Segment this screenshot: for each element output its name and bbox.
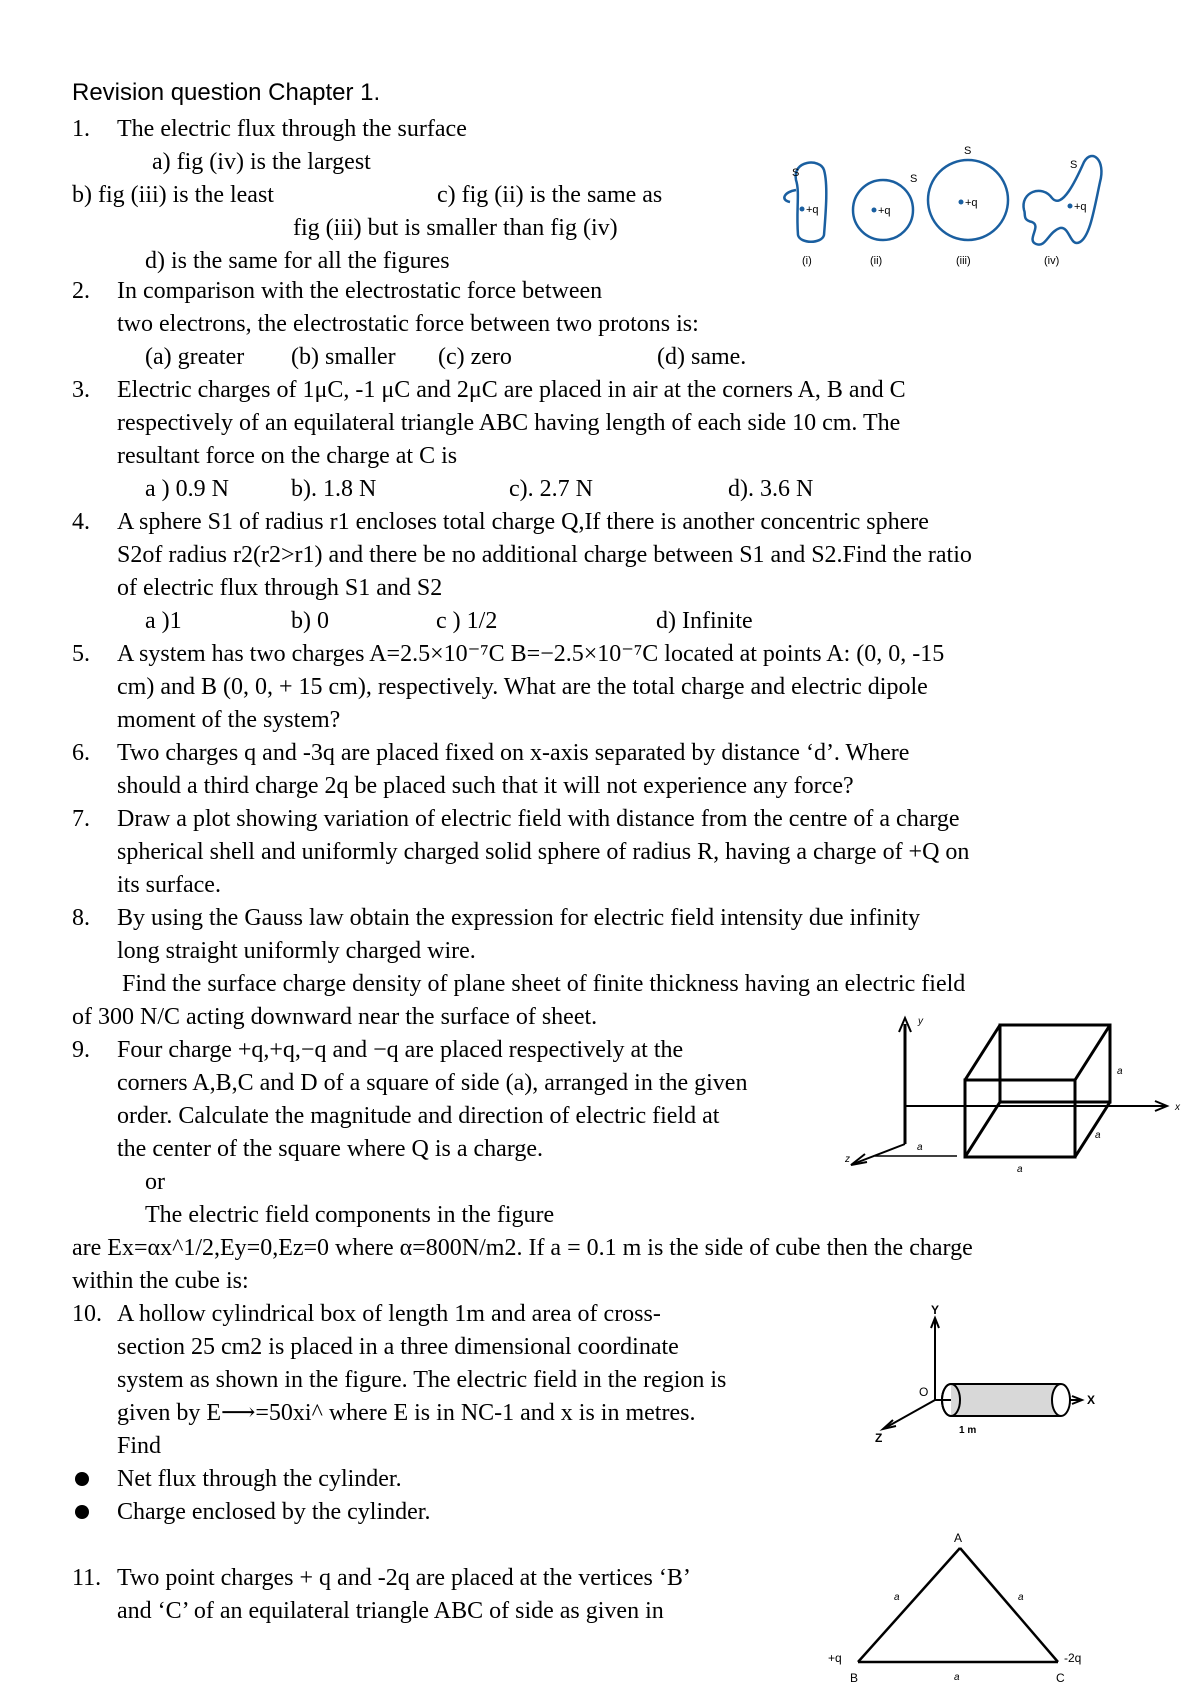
q4-option-b: b) 0 (291, 608, 329, 634)
q1-option-a: a) fig (iv) is the largest (152, 149, 371, 175)
caption-i: (i) (802, 255, 812, 267)
q2-option-a: (a) greater (145, 344, 245, 370)
q4-option-c: c ) 1/2 (436, 608, 498, 634)
q11-line1: Two point charges + q and -2q are placed at the vertices ‘B’ (117, 1565, 691, 1591)
q11-triangle-figure (820, 1528, 1100, 1688)
q6-line2: should a third charge 2q be placed such that it will not experience any force? (117, 773, 854, 799)
q6-line1: Two charges q and -3q are placed fixed on x-axis separated by distance ‘d’. Where (117, 740, 910, 766)
q8-line4: of 300 N/C acting downward near the surface of sheet. (72, 1004, 598, 1030)
cube-side-a1: a (1117, 1066, 1123, 1077)
bullet-icon (75, 1505, 89, 1519)
side-bc: a (954, 1672, 960, 1683)
surface-label-i: S (792, 167, 800, 179)
q2-number: 2. (72, 278, 90, 304)
surface-label-iii: S (964, 145, 972, 157)
q3-number: 3. (72, 377, 90, 403)
charge-label-i: +q (806, 204, 819, 216)
q3-option-a: a ) 0.9 N (145, 476, 229, 502)
q8-line1: By using the Gauss law obtain the expression for electric field intensity due infinity (117, 905, 921, 931)
q10-number: 10. (72, 1301, 102, 1327)
q11-line2: and ‘C’ of an equilateral triangle ABC of side as given in (117, 1598, 664, 1624)
q9-cube-figure (835, 1010, 1185, 1180)
q2-option-c: (c) zero (438, 344, 512, 370)
page-title: Revision question Chapter 1. (72, 79, 381, 106)
vertex-a: A (954, 1531, 963, 1545)
q3-option-c: c). 2.7 N (509, 476, 593, 502)
q5-line1: A system has two charges A=2.5×10⁻⁷C B=−2.5×10⁻⁷C located at points A: (0, 0, -15 (117, 641, 945, 667)
q1-number: 1. (72, 116, 90, 142)
surface-i (784, 163, 826, 242)
charge-c: -2q (1064, 1651, 1082, 1665)
q4-option-d: d) Infinite (656, 608, 753, 634)
q3-line3: resultant force on the charge at C is (117, 443, 458, 469)
vertex-b: B (850, 1671, 859, 1685)
q5-line3: moment of the system? (117, 707, 341, 733)
q6-number: 6. (72, 740, 90, 766)
q7-line2: spherical shell and uniformly charged solid sphere of radius R, having a charge of +Q on (117, 839, 970, 865)
q9-line5: The electric field components in the figure (145, 1202, 555, 1228)
charge-label-iii: +q (965, 197, 978, 209)
q10-line4: given by E⟶=50xi^ where E is in NC-1 and x is in metres. (117, 1400, 696, 1426)
q10-bullet1: Net flux through the cylinder. (117, 1466, 402, 1492)
q9-line3: order. Calculate the magnitude and direction of electric field at (117, 1103, 720, 1129)
cube-side-a3: a (917, 1142, 923, 1153)
q9-line1: Four charge +q,+q,−q and −q are placed respectively at the (117, 1037, 684, 1063)
q9-line2: corners A,B,C and D of a square of side (a), arranged in the given (117, 1070, 748, 1096)
q9-line6: are Ex=αx^1/2,Ey=0,Ez=0 where α=800N/m2. If a = 0.1 m is the side of cube then the charge (72, 1235, 973, 1261)
q2-line2: two electrons, the electrostatic force between two protons is: (117, 311, 699, 337)
caption-iv: (iv) (1044, 255, 1060, 267)
side-ac: a (1018, 1592, 1024, 1603)
q11-number: 11. (72, 1565, 102, 1591)
q1-stem: The electric flux through the surface (117, 116, 467, 142)
q10-line1: A hollow cylindrical box of length 1m and area of cross- (117, 1301, 661, 1327)
q2-option-d: (d) same. (657, 344, 747, 370)
side-ab: a (894, 1592, 900, 1603)
caption-ii: (ii) (870, 255, 883, 267)
q3-line2: respectively of an equilateral triangle ABC having length of each side 10 cm. The (117, 410, 901, 436)
q9-line7: within the cube is: (72, 1268, 249, 1294)
cube-axis-z: z (845, 1154, 850, 1165)
q1-option-d: d) is the same for all the figures (145, 248, 450, 274)
q8-number: 8. (72, 905, 90, 931)
q8-line3: Find the surface charge density of plane sheet of finite thickness having an electric field (122, 971, 966, 997)
caption-iii: (iii) (956, 255, 971, 267)
q9-or: or (145, 1169, 165, 1195)
q9-line4: the center of the square where Q is a charge. (117, 1136, 544, 1162)
q7-number: 7. (72, 806, 90, 832)
cube-axis-x: x (1175, 1102, 1180, 1113)
q4-line2: S2of radius r2(r2>r1) and there be no additional charge between S1 and S2.Find the ratio (117, 542, 972, 568)
cyl-length: 1 m (959, 1425, 977, 1436)
cyl-origin: O (919, 1385, 929, 1399)
q1-option-c-cont: fig (iii) but is smaller than fig (iv) (293, 215, 618, 241)
q4-line1: A sphere S1 of radius r1 encloses total charge Q,If there is another concentric sphere (117, 509, 929, 535)
q2-line1: In comparison with the electrostatic force between (117, 278, 603, 304)
bullet-icon (75, 1472, 89, 1486)
q10-line3: system as shown in the figure. The electric field in the region is (117, 1367, 727, 1393)
cyl-axis-z: Z (875, 1431, 883, 1445)
cube-side-a4: a (1017, 1164, 1023, 1175)
q10-line2: section 25 cm2 is placed in a three dimensional coordinate (117, 1334, 679, 1360)
q1-option-b: b) fig (iii) is the least (72, 182, 274, 208)
surface-label-ii: S (910, 173, 918, 185)
surface-label-iv: S (1070, 159, 1078, 171)
q10-bullet2: Charge enclosed by the cylinder. (117, 1499, 431, 1525)
q3-line1: Electric charges of 1μC, -1 μC and 2μC are placed in air at the corners A, B and C (117, 377, 906, 403)
q10-cylinder-figure (855, 1300, 1115, 1460)
q4-number: 4. (72, 509, 90, 535)
q3-option-d: d). 3.6 N (728, 476, 814, 502)
q4-line3: of electric flux through S1 and S2 (117, 575, 443, 601)
vertex-c: C (1056, 1671, 1065, 1685)
q2-option-b: (b) smaller (291, 344, 396, 370)
charge-label-iv: +q (1074, 201, 1087, 213)
charge-label-ii: +q (878, 205, 891, 217)
q10-line5: Find (117, 1433, 162, 1459)
surface-iv (1024, 156, 1102, 245)
cyl-axis-x: X (1087, 1393, 1096, 1407)
q1-surfaces-figure (780, 140, 1110, 270)
cube-side-a2: a (1095, 1130, 1101, 1141)
q5-line2: cm) and B (0, 0, + 15 cm), respectively. What are the total charge and electric dipole (117, 674, 928, 700)
q5-number: 5. (72, 641, 90, 667)
charge-b: +q (828, 1651, 842, 1665)
q4-option-a: a )1 (145, 608, 182, 634)
q3-option-b: b). 1.8 N (291, 476, 377, 502)
q1-option-c: c) fig (ii) is the same as (437, 182, 663, 208)
q8-line2: long straight uniformly charged wire. (117, 938, 476, 964)
q7-line3: its surface. (117, 872, 221, 898)
cube-axis-y: y (918, 1016, 923, 1027)
q7-line1: Draw a plot showing variation of electric field with distance from the centre of a charge (117, 806, 960, 832)
cyl-axis-y: Y (931, 1303, 940, 1317)
q9-number: 9. (72, 1037, 90, 1063)
